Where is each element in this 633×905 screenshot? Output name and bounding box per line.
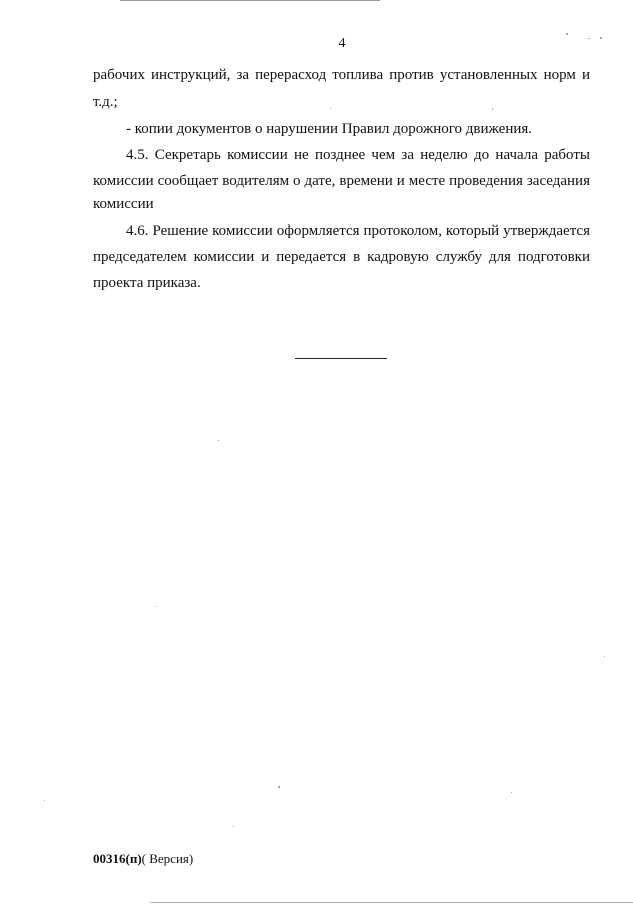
page-number: 4 — [338, 36, 346, 51]
document-code: 00316(п) — [93, 851, 142, 866]
scan-speck — [155, 606, 156, 607]
scan-speck — [233, 826, 234, 827]
scan-speck — [44, 800, 45, 801]
scan-speck — [511, 792, 512, 793]
text-line-1: рабочих инструкций, за перерасход топлива против установленных норм и — [93, 67, 590, 83]
document-version: ( Версия) — [141, 851, 194, 866]
text-line-4: 4.5. Секретарь комиссии не позднее чем за неделю до начала работы — [126, 147, 590, 163]
text-line-7: 4.6. Решение комиссии оформляется протоколом, который утверждается — [126, 223, 590, 239]
scan-speck — [588, 38, 590, 39]
text-line-3: - копии документов о нарушении Правил дорожного движения. — [126, 121, 533, 137]
scan-speck — [600, 37, 602, 39]
text-line-8: председателем комиссии и передается в кадровую службу для подготовки — [93, 249, 590, 265]
scan-speck — [278, 786, 280, 788]
scan-speck — [566, 33, 568, 35]
scan-speck — [330, 108, 331, 109]
text-line-6: комиссии — [93, 196, 154, 212]
scan-edge-top — [120, 0, 380, 1]
scan-speck — [604, 656, 605, 657]
scan-speck — [492, 108, 493, 110]
text-line-5: комиссии сообщает водителям о дате, времени и месте проведения заседания — [93, 173, 590, 189]
scan-speck — [218, 440, 219, 441]
text-line-9: проекта приказа. — [93, 275, 201, 291]
document-footer — [93, 851, 193, 867]
section-separator — [295, 358, 387, 359]
scan-edge-bottom — [150, 902, 633, 903]
text-line-2: т.д.; — [93, 94, 118, 110]
